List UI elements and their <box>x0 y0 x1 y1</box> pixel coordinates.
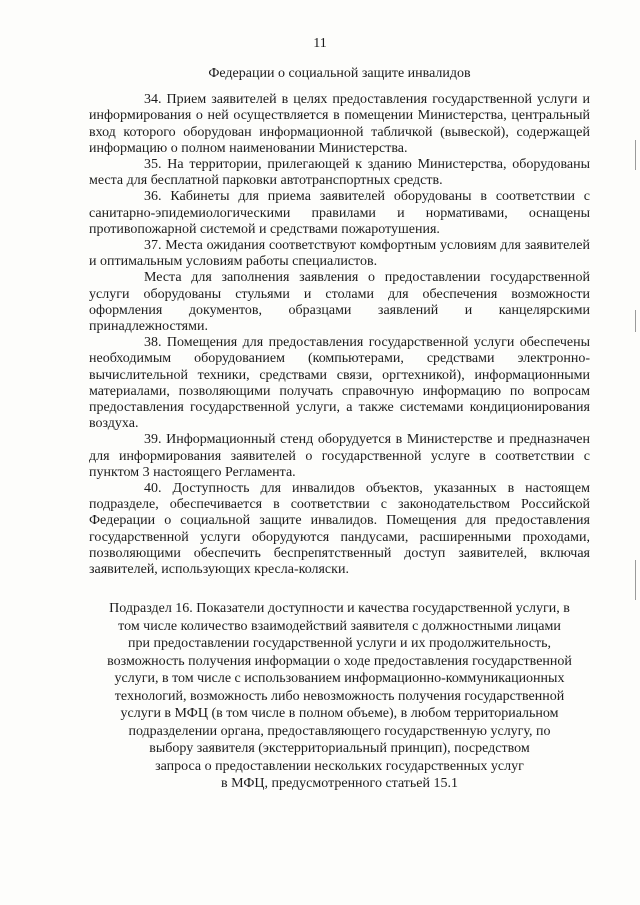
paragraph-37: 37. Места ожидания соответствуют комфортным условиям для заявителей и оптимальным условиям работы специалистов. <box>89 238 590 270</box>
heading-line: технологий, возможность либо невозможность получения государственной <box>114 688 565 704</box>
document-body <box>89 66 590 793</box>
scan-edge-mark <box>635 310 636 332</box>
page-number: 11 <box>313 36 327 51</box>
paragraph-40: 40. Доступность для инвалидов объектов, указанных в настоящем подразделе, обеспечивается в соответствии с законодательством Российской Федерации о социальной защите инвалидов. Помещения для предоставления государственной услуги оборудуются пандусами, расширенными проходами, позволяющими обеспечить беспрепятственный доступ заявителей, включая заявителей, использующих кресла-коляски. <box>89 481 590 578</box>
heading-line: том числе количество взаимодействий заявителя с должностными лицами <box>118 618 561 634</box>
paragraph-38: 38. Помещения для предоставления государственной услуги обеспечены необходимым оборудованием (компьютерами, средствами электронно-вычислительной техники, средствами связи, оргтехникой), информационными материалами, позволяющими получать справочную информацию по вопросам предоставления государственной услуги, а также системами кондиционирования воздуха. <box>89 335 590 432</box>
heading-line: в МФЦ, предусмотренного статьей 15.1 <box>220 776 459 792</box>
heading-line: услуги в МФЦ (в том числе в полном объеме), в любом территориальном <box>120 706 559 722</box>
paragraph-35: 35. На территории, прилегающей к зданию Министерства, оборудованы места для бесплатной парковки автотранспортных средств. <box>89 157 590 189</box>
scan-edge-mark <box>635 140 636 170</box>
paragraph-36: 36. Кабинеты для приема заявителей оборудованы в соответствии с санитарно-эпидемиологическими правилами и нормативами, оснащены противопожарной системой и средствами пожаротушения. <box>89 189 590 237</box>
paragraph-37-continued: Места для заполнения заявления о предоставлении государственной услуги оборудованы стульями и столами для обеспечения возможности оформления документов, образцами заявлений и канцелярскими принадлежностями. <box>89 270 590 335</box>
scan-edge-mark <box>635 560 636 600</box>
heading-line: выбору заявителя (экстерриториальный принцип), посредством <box>149 741 530 757</box>
heading-line: запроса о предоставлении нескольких государственных услуг <box>155 758 524 774</box>
heading-line: подразделении органа, предоставляющего государственную услугу, по <box>128 723 551 739</box>
continuation-line: Федерации о социальной защите инвалидов <box>208 66 471 81</box>
paragraph-34: 34. Прием заявителей в целях предоставления государственной услуги и информирования о ней осуществляется в помещении Министерства, центральный вход которого оборудован информационной табличкой (вывеской), содержащей информацию о полном наименовании Министерства. <box>89 92 590 156</box>
subsection-16-heading <box>89 600 590 793</box>
heading-line: при предоставлении государственной услуги и их продолжительность, <box>128 636 551 652</box>
heading-line: возможность получения информации о ходе предоставления государственной <box>107 653 572 669</box>
heading-line: услуги, в том числе с использованием информационно-коммуникационных <box>114 671 565 687</box>
paragraph-39: 39. Информационный стенд оборудуется в Министерстве и предназначен для информирования заявителей о государственной услуге в соответствии с пунктом 3 настоящего Регламента. <box>89 432 590 480</box>
heading-line: Подраздел 16. Показатели доступности и качества государственной услуги, в <box>109 601 570 617</box>
